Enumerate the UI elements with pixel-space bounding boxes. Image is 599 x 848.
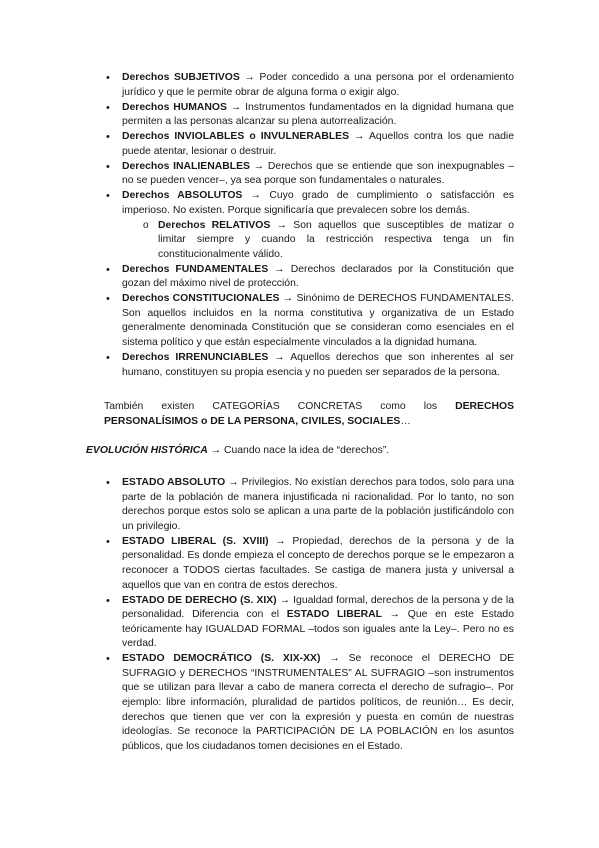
list-item	[104, 160, 514, 189]
list-item	[104, 130, 514, 159]
definition: Poder concedido a una persona por el ordenamiento jurídico y que le permite obrar de alguna forma o exigir algo.	[122, 72, 514, 98]
term: ESTADO DEMOCRÁTICO (S. XIX-XX)	[122, 653, 321, 665]
list-item	[104, 652, 514, 754]
definition: Derechos declarados por la Constitución que gozan del máximo nivel de protección.	[122, 263, 515, 290]
term: Derechos ABSOLUTOS	[122, 190, 243, 202]
arrow-icon: →	[279, 594, 291, 606]
section-title: EVOLUCIÓN HISTÓRICA	[86, 445, 208, 456]
list-item	[104, 535, 514, 593]
arrow-icon: →	[276, 219, 287, 231]
categories-intro: También existen CATEGORÍAS CONCRETAS como los	[104, 401, 456, 412]
term: ESTADO ABSOLUTO	[122, 477, 226, 488]
definition: Propiedad, derechos de la persona y de la personalidad. Es donde empieza el concepto de derechos porque se le empezaron a reconocer a TODOS ciertas facultades. Se castiga de manera justa y universal a aquellos que van en contra de estos derechos.	[122, 535, 515, 591]
arrow-icon: →	[329, 653, 340, 665]
evolution-heading	[86, 444, 516, 459]
definition-start: Igualdad formal, derechos de la persona y de la personalidad. Diferencia con el	[122, 594, 515, 621]
arrow-icon: →	[244, 72, 255, 83]
list-item	[104, 263, 514, 292]
arrow-icon: →	[275, 535, 286, 547]
sub-list	[122, 219, 514, 263]
term: Derechos INALIENABLES	[122, 160, 250, 172]
rights-types-list	[104, 71, 514, 381]
arrow-icon: →	[274, 263, 285, 275]
list-item	[104, 351, 514, 380]
arrow-icon: →	[210, 445, 222, 456]
section-subtitle: Cuando nace la idea de “derechos”.	[223, 445, 390, 456]
term: ESTADO DE DERECHO (S. XIX)	[122, 594, 277, 606]
definition: Derechos que se entiende que son inexpugnables – no se pueden vencer–, ya sea porque son fundamentales o naturales.	[122, 160, 514, 187]
term: Derechos INVIOLABLES o INVULNERABLES	[122, 131, 350, 143]
definition: Se reconoce el DERECHO DE SUFRAGIO y DERECHOS “INSTRUMENTALES” AL SUFRAGIO –son instrumentos que se utilizan para llevar a cabo de manera correcta el derecho de sufragio–. Por ejemplo: libre información, pluralidad de partidos políticos, de reunión… Es decir, derechos que tienen que ver con la expresión y puesta en común de nuestras ideologías. Se reconoce la PARTICIPACIÓN DE LA POBLACIÓN en los asuntos públicos, que los ciudadanos tomen decisiones en el Estado.	[122, 653, 515, 752]
list-item	[104, 292, 514, 350]
arrow-icon: →	[354, 131, 365, 143]
list-item	[104, 71, 514, 100]
arrow-icon: →	[250, 190, 262, 202]
term: Derechos RELATIVOS	[158, 219, 271, 231]
arrow-icon: →	[282, 293, 294, 305]
definition: Aquellos contra los que nadie puede atentar, lesionar o destruir.	[122, 131, 515, 157]
arrow-icon: →	[253, 160, 265, 172]
definition: Son aquellos que susceptibles de matizar o limitar siempre y cuando la restricción respectiva tenga un fin constitucionalmente válido.	[158, 219, 515, 260]
categories-bold: DERECHOS PERSONALÍSIMOS o DE LA PERSONA, CIVILES, SOCIALES	[104, 401, 514, 427]
categories-ellipsis: …	[400, 415, 411, 427]
arrow-icon: →	[274, 352, 285, 364]
definition: Cuyo grado de cumplimiento o satisfacción es imperioso. No existen. Porque significaría que prevalecen sobre los demás.	[122, 190, 514, 216]
definition: Privilegios. No existían derechos para todos, solo para una parte de la población de manera injustificada ni racionalidad. Por lo tanto, no son derechos porque estos solo se aplican a una parte de la población justificándolo con un privilegio.	[122, 477, 514, 532]
term: Derechos IRRENUNCIABLES	[122, 352, 269, 364]
list-item	[104, 101, 514, 130]
arrow-icon: →	[228, 477, 239, 488]
term: Derechos FUNDAMENTALES	[122, 263, 269, 275]
term: Derechos HUMANOS	[122, 101, 227, 113]
arrow-icon: →	[389, 609, 401, 621]
historical-evolution-list	[104, 476, 514, 755]
definition: Que en este Estado teóricamente hay IGUALDAD FORMAL –todos son iguales ante la Ley–. Pero no es verdad.	[122, 609, 514, 650]
term: Derechos SUBJETIVOS	[122, 72, 240, 83]
categories-paragraph	[104, 400, 514, 429]
list-item	[104, 594, 514, 652]
definition: Sinónimo de DERECHOS FUNDAMENTALES. Son aquellos incluidos en la norma constitutiva y organizativa de un Estado generalmente denominada Constitución que se consideran como esenciales en el sistema político y que están especialmente vinculados a la dignidad humana.	[122, 293, 514, 349]
definition: Aquellos derechos que son inherentes al ser humano, constituyen su propia esencia y no pueden ser separados de la persona.	[122, 352, 515, 378]
term: ESTADO LIBERAL (S. XVIII)	[122, 535, 269, 547]
sub-list-item	[122, 219, 514, 263]
definition: Instrumentos fundamentados en la dignidad humana que permiten a las personas alcanzar su plena autorrealización.	[122, 101, 515, 128]
term: Derechos CONSTITUCIONALES	[122, 293, 280, 305]
arrow-icon: →	[230, 101, 242, 113]
list-item	[104, 189, 514, 262]
list-item	[104, 476, 514, 534]
term-inline: ESTADO LIBERAL	[286, 609, 382, 621]
